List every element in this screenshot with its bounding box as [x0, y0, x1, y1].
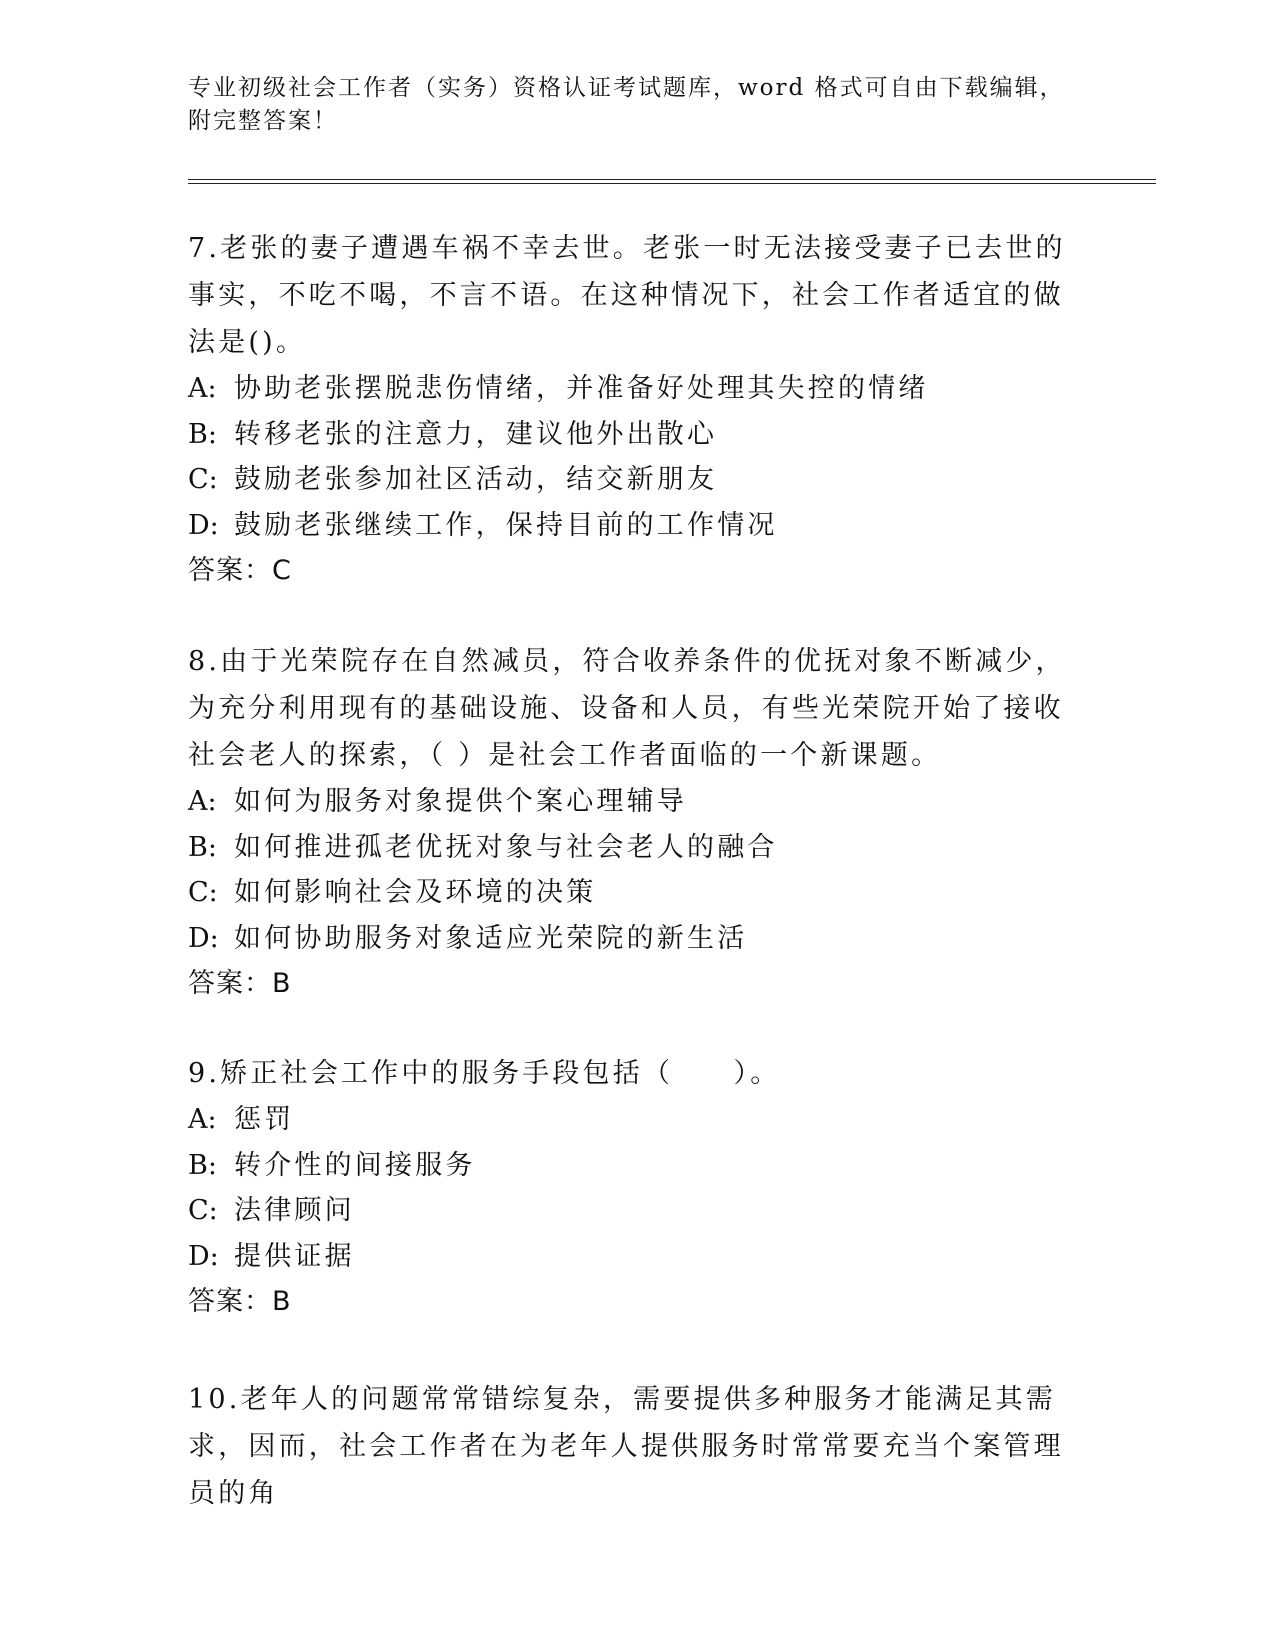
question-stem: 8.由于光荣院存在自然减员，符合收养条件的优抚对象不断减少，为充分利用现有的基础设施、设备和人员，有些光荣院开始了接收社会老人的探索，（ ）是社会工作者面临的一个新课题。: [188, 646, 1066, 771]
option-key: C:: [188, 877, 218, 908]
option-b: [188, 412, 1088, 458]
question-stem: 7.老张的妻子遭遇车祸不幸去世。老张一时无法接受妻子已去世的事实，不吃不喝，不言不语。在这种情况下，社会工作者适宜的做法是()。: [188, 233, 1066, 358]
option-text: 如何影响社会及环境的决策: [234, 877, 597, 908]
option-a: [188, 1097, 1088, 1143]
option-key: D:: [188, 509, 219, 541]
question-stem: 9.矫正社会工作中的服务手段包括（ ）。: [188, 1058, 781, 1089]
option-text: 鼓励老张参加社区活动，结交新朋友: [234, 464, 718, 495]
option-text: 转移老张的注意力，建议他外出散心: [234, 418, 718, 450]
option-text: 如何协助服务对象适应光荣院的新生活: [234, 922, 748, 954]
option-text: 法律顾问: [234, 1195, 355, 1226]
answer-label: 答案：B: [188, 1286, 292, 1317]
option-key: B:: [188, 831, 217, 863]
option-b: [188, 1143, 1088, 1189]
option-key: B:: [188, 418, 217, 450]
option-key: A:: [188, 786, 217, 817]
option-c: [188, 457, 1088, 503]
question-8: [188, 638, 1088, 1007]
question-7: [188, 225, 1088, 594]
option-c: [188, 1188, 1088, 1234]
option-key: B:: [188, 1149, 217, 1181]
question-stem: 10.老年人的问题常常错综复杂，需要提供多种服务才能满足其需求，因而，社会工作者在为老年人提供服务时常常要充当个案管理员的角: [188, 1384, 1064, 1509]
option-b: [188, 825, 1088, 871]
option-text: 协助老张摆脱悲伤情绪，并准备好处理其失控的情绪: [234, 373, 929, 404]
option-text: 如何为服务对象提供个案心理辅导: [234, 786, 687, 817]
option-key: D:: [188, 1240, 219, 1272]
option-d: [188, 1234, 1088, 1280]
option-key: D:: [188, 922, 219, 954]
answer-label: 答案：C: [188, 555, 292, 586]
question-9: [188, 1050, 1088, 1325]
option-d: [188, 503, 1088, 549]
document-header: [188, 72, 1068, 138]
option-text: 提供证据: [234, 1240, 355, 1272]
header-text: 专业初级社会工作者（实务）资格认证考试题库，word 格式可自由下载编辑，附完整答案！: [188, 75, 1065, 134]
option-d: [188, 916, 1088, 962]
option-text: 鼓励老张继续工作，保持目前的工作情况: [234, 509, 778, 541]
header-divider-top: [188, 179, 1156, 180]
option-text: 转介性的间接服务: [234, 1149, 476, 1181]
answer-label: 答案：B: [188, 968, 292, 999]
question-10: [188, 1376, 1088, 1517]
option-key: A:: [188, 373, 217, 404]
option-a: [188, 366, 1088, 412]
option-key: C:: [188, 464, 218, 495]
option-key: A:: [188, 1104, 217, 1135]
option-text: 如何推进孤老优抚对象与社会老人的融合: [234, 831, 778, 863]
option-a: [188, 779, 1088, 825]
option-text: 惩罚: [234, 1104, 295, 1135]
option-key: C:: [188, 1195, 218, 1226]
option-c: [188, 870, 1088, 916]
header-divider-bottom: [188, 183, 1156, 184]
